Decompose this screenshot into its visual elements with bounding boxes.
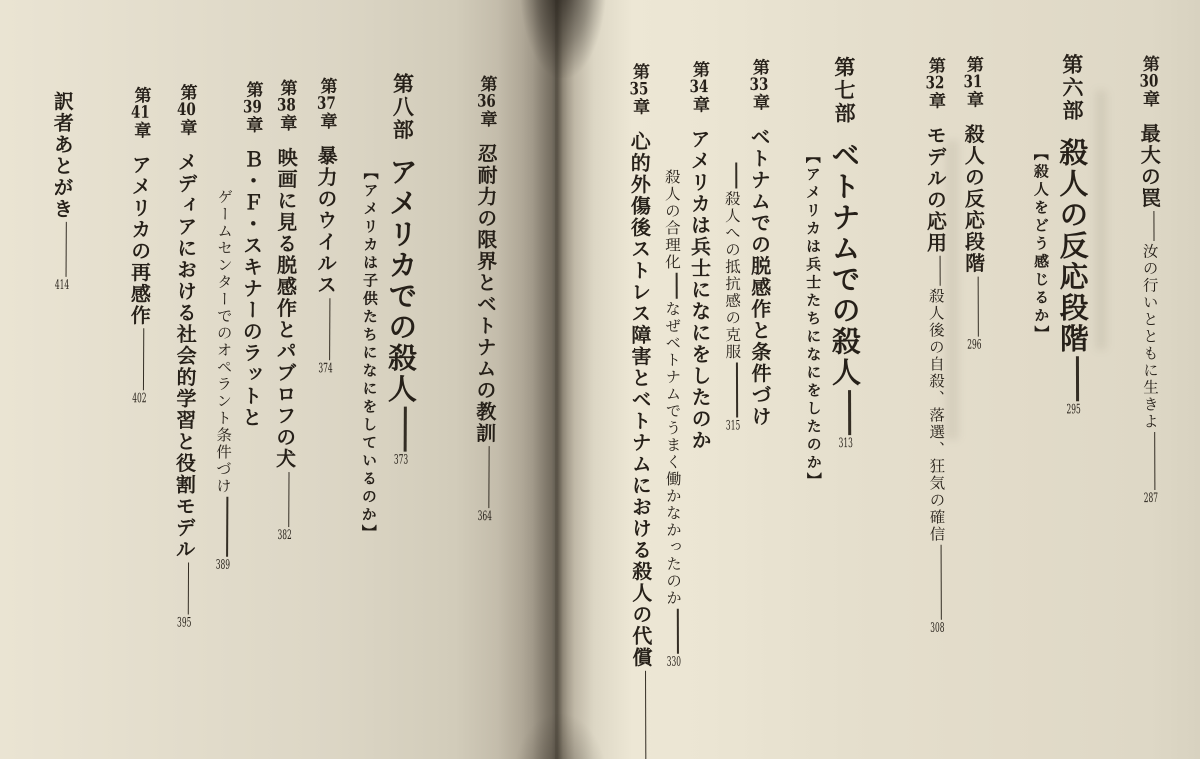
chapter-number: 第31章	[962, 55, 984, 109]
chapter-number: 第41章	[130, 86, 151, 140]
chapter-number: 第30章	[1138, 55, 1160, 109]
toc-column	[623, 63, 655, 759]
toc-column	[168, 83, 200, 629]
toc-column	[743, 58, 774, 432]
left-page	[0, 0, 555, 759]
toc-column	[1133, 55, 1164, 505]
chapter-number: 第37章	[316, 77, 337, 131]
chapter-number: 第38章	[276, 78, 297, 133]
spacer	[703, 114, 704, 129]
leader-line	[329, 298, 331, 360]
spacer	[1153, 108, 1154, 123]
chapter-subtitle: 汝の行いとともに生きよ	[1140, 243, 1160, 431]
toc-column	[234, 81, 266, 572]
toc-entry-ch38	[269, 79, 301, 542]
spacer	[330, 130, 331, 145]
chapter-subtitle: 殺人の合理化	[662, 168, 682, 271]
chapter-number: 第33章	[748, 58, 770, 112]
page-number: 414	[54, 278, 70, 292]
right-page	[555, 0, 1200, 759]
leader-line	[288, 472, 290, 527]
leader-line	[143, 328, 145, 390]
toc-column	[210, 189, 237, 572]
toc-entry-ch39	[210, 81, 267, 572]
afterword-title: 訳者あとがき	[49, 90, 75, 220]
chapter-title: アメリカは兵士になにをしたのか	[687, 128, 713, 452]
gutter-bottom-shadow	[512, 712, 608, 759]
chapter-number: 第40章	[176, 83, 197, 137]
toc-entry-part7	[800, 56, 865, 490]
toc-column	[123, 86, 154, 405]
spacer	[290, 132, 291, 147]
leader-line	[226, 497, 228, 557]
spacer	[848, 125, 849, 140]
ink-showthrough	[945, 140, 959, 440]
spacer	[144, 139, 145, 154]
toc-entry-ch31	[957, 56, 988, 352]
leader-line	[488, 446, 490, 508]
spacer	[490, 128, 491, 143]
chapter-title: アメリカの再感作	[127, 154, 153, 327]
part-subtitle: 【アメリカは兵士たちになにをしたのか】	[803, 148, 823, 491]
leader-line	[1076, 356, 1079, 401]
part-number: 第七部	[831, 56, 858, 126]
dash	[735, 162, 737, 188]
leader-line	[677, 609, 679, 654]
leader-line	[977, 276, 979, 336]
chapter-subtitle: なぜベトナムでうまく働かなかったのか	[663, 300, 683, 607]
toc-column	[1052, 53, 1092, 416]
page-number: 313	[838, 437, 853, 451]
chapter-title: モデルの応用	[923, 124, 948, 254]
page-number: 373	[393, 453, 409, 467]
spacer	[939, 110, 940, 125]
toc-column	[824, 56, 864, 490]
spacer	[406, 142, 407, 157]
toc-entry-ch30	[1133, 55, 1164, 505]
toc-column	[381, 73, 422, 543]
toc-entry-ch41	[123, 86, 154, 405]
toc-column	[46, 91, 77, 292]
page-number: 295	[1066, 403, 1081, 417]
toc-entry-ch34	[658, 61, 715, 669]
spacer	[1076, 122, 1077, 137]
toc-column	[659, 169, 686, 669]
toc-entry-ch35	[623, 63, 655, 759]
chapter-title: ベトナムでの脱感作と条件づけ	[747, 126, 773, 428]
chapter-number: 第32章	[924, 56, 946, 110]
chapter-title: Ｂ・Ｆ・スキナーのラットと	[238, 148, 265, 429]
page-number: 402	[132, 392, 147, 406]
page-number: 296	[967, 338, 982, 352]
spacer	[643, 116, 644, 131]
ink-showthrough	[1095, 90, 1107, 350]
chapter-title: 忍耐力の限界とベトナムの教訓	[472, 143, 499, 445]
toc-entry-part8	[356, 72, 422, 542]
leader-line	[404, 407, 407, 452]
chapter-title: 映画に見る脱感作とパブロフの犬	[272, 146, 299, 470]
page-number: 364	[477, 510, 492, 524]
part-title: アメリカでの殺人	[383, 156, 420, 405]
page-number: 382	[277, 528, 292, 542]
chapter-subtitle: 殺人後の自殺、落選、狂気の確信	[926, 287, 946, 543]
leader-line	[65, 222, 67, 277]
toc-column	[683, 61, 715, 669]
gutter-top-shadow	[520, 0, 606, 78]
toc-column	[957, 56, 988, 352]
toc-column	[800, 148, 826, 490]
part-number: 第八部	[390, 72, 416, 142]
toc-entry-afterword	[46, 91, 77, 292]
leader-line	[1154, 432, 1156, 490]
page-number: 374	[318, 361, 333, 375]
spacer	[977, 109, 978, 124]
leader-line	[645, 670, 647, 759]
page-number: 330	[666, 655, 682, 669]
dash	[676, 273, 678, 299]
chapter-number: 第35章	[628, 62, 650, 116]
toc-column	[719, 160, 745, 432]
chapter-subtitle: 殺人への抵抗感の克服	[722, 190, 742, 361]
spacer	[256, 134, 257, 149]
chapter-title: 暴力のウイルス	[313, 145, 339, 296]
part-title: 殺人の反応段階	[1055, 137, 1090, 355]
spacer	[190, 137, 191, 152]
toc-column	[269, 79, 301, 542]
leader-line	[736, 362, 738, 417]
toc-column	[309, 77, 340, 375]
toc-entry-ch37	[309, 77, 340, 375]
page-number: 287	[1143, 492, 1159, 506]
chapter-number: 第39章	[242, 80, 263, 134]
chapter-title: 心的外傷後ストレス障害とベトナムにおける殺人の代償	[627, 130, 654, 669]
leader-line	[848, 390, 851, 435]
page-number: 308	[930, 621, 945, 635]
chapter-title: 殺人の反応段階	[961, 123, 986, 275]
leader-line	[187, 562, 189, 614]
book-gutter-shadow	[498, 0, 614, 759]
chapter-number: 第34章	[688, 60, 710, 114]
chapter-title: メディアにおける社会的学習と役割モデル	[172, 151, 199, 561]
toc-entry-ch33	[718, 58, 774, 432]
toc-column	[356, 164, 383, 542]
chapter-title: 最大の罠	[1137, 123, 1162, 210]
page-number: 395	[177, 615, 192, 630]
chapter-number: 第36章	[476, 75, 497, 129]
part-subtitle: 【殺人をどう感じるか】	[1031, 145, 1051, 344]
page-number: 315	[725, 419, 741, 433]
dash	[939, 256, 941, 286]
toc-column	[469, 75, 501, 523]
page-number: 389	[215, 558, 231, 572]
part-title: ベトナムでの殺人	[827, 140, 863, 389]
toc-entry-ch40	[168, 83, 200, 629]
chapter-title-continued: ゲームセンターでのオペラント条件づけ	[213, 188, 234, 495]
dash	[1153, 211, 1155, 241]
leader-line	[940, 545, 942, 620]
toc-entry-part6	[1028, 53, 1093, 416]
toc-column	[1028, 145, 1054, 416]
spacer	[763, 111, 764, 126]
toc-entry-ch36	[469, 75, 501, 523]
part-subtitle: 【アメリカは子供たちになにをしているのか】	[359, 164, 380, 543]
part-number: 第六部	[1059, 53, 1086, 123]
